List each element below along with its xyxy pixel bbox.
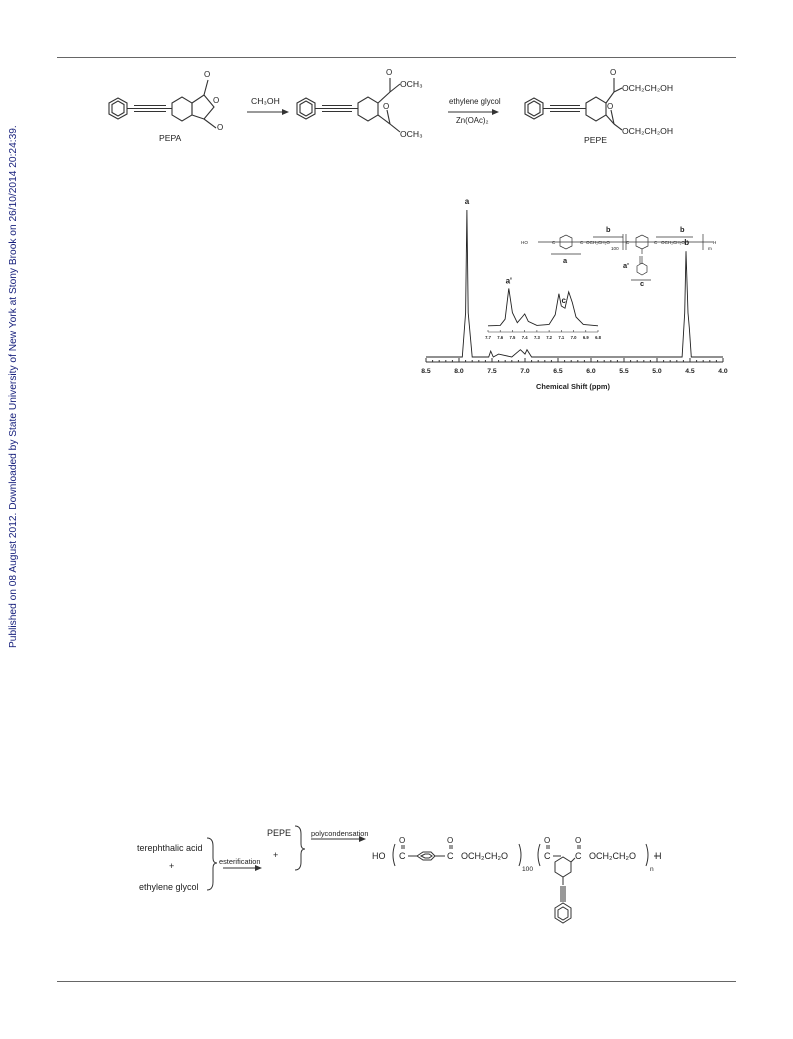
glycol-link-2: OCH₂CH₂O xyxy=(589,851,636,861)
brace-2 xyxy=(295,826,305,870)
phenyl-ring-1 xyxy=(109,98,127,119)
pepe-label: PEPE xyxy=(584,135,607,145)
x-tick-label: 6.5 xyxy=(553,368,563,375)
peak-label: a xyxy=(464,197,470,206)
inset-x-tick-label: 6.8 xyxy=(595,335,601,340)
structure-label: OCH₂CH₂O xyxy=(661,240,685,245)
inset-peak-label: a' xyxy=(505,276,512,286)
step-esterification: esterification xyxy=(219,857,261,866)
reagent-zinc-acetate: Zn(OAc)₂ xyxy=(456,116,489,125)
ester-bottom: OCH₃ xyxy=(400,129,423,139)
plus-sign-2: + xyxy=(273,850,279,860)
structure-label: H xyxy=(713,240,717,245)
atom-o: O xyxy=(575,836,582,845)
inset-spectrum-trace xyxy=(488,288,598,325)
plus-sign-1: + xyxy=(169,861,175,871)
atom-c: C xyxy=(544,851,551,861)
reagent-ethylene-glycol: ethylene glycol xyxy=(449,97,501,106)
terephthalate-ring-inner xyxy=(421,854,432,858)
bracket-right-1 xyxy=(519,844,521,866)
anhydride-ring xyxy=(172,80,216,128)
ester-top: OCH₃ xyxy=(400,79,423,89)
atom-o: O xyxy=(204,70,211,79)
top-rule xyxy=(57,57,736,58)
scheme-pepa-to-pepe xyxy=(100,62,740,167)
inset-x-tick-label: 7.2 xyxy=(546,335,553,340)
x-tick-label: 6.0 xyxy=(586,368,596,375)
structure-label: C xyxy=(626,240,630,245)
structure-label: a xyxy=(563,256,568,265)
inset-x-tick-label: 7.3 xyxy=(533,335,540,340)
inset-x-tick-label: 7.7 xyxy=(485,335,491,340)
atom-c: C xyxy=(447,851,454,861)
x-tick-label: 5.0 xyxy=(652,368,662,375)
inset-x-tick-label: 7.4 xyxy=(521,335,528,340)
atom-o: O xyxy=(610,68,617,77)
inset-x-tick-label: 7.1 xyxy=(558,335,565,340)
glycol-link-1: OCH₂CH₂O xyxy=(461,851,508,861)
atom-c: C xyxy=(575,851,582,861)
pepa-label: PEPA xyxy=(159,133,182,143)
reactant-ethylene-glycol: ethylene glycol xyxy=(139,882,199,892)
pepe-reactant: PEPE xyxy=(267,828,292,838)
inset-peak-label: c xyxy=(561,296,567,306)
x-axis-label: Chemical Shift (ppm) xyxy=(536,382,610,391)
atom-o: O xyxy=(217,123,224,132)
atom-o: O xyxy=(399,836,406,845)
benzene-ring-pepe xyxy=(586,97,606,121)
structure-label: 100 xyxy=(611,246,619,251)
x-tick-label: 8.0 xyxy=(454,368,464,375)
phenyl-ring-2 xyxy=(297,98,315,119)
structure-label: C xyxy=(552,240,556,245)
reagent-ch3oh: CH₃OH xyxy=(251,96,280,106)
x-tick-label: 8.5 xyxy=(421,368,431,375)
structure-label: C xyxy=(654,240,658,245)
end-group-h: H xyxy=(655,851,662,861)
inset-x-tick-label: 7.5 xyxy=(509,335,516,340)
atom-o: O xyxy=(213,96,220,105)
repeat-count-100: 100 xyxy=(522,866,534,873)
structure-label: OCH₂CH₂O xyxy=(586,240,610,245)
end-group-ho: HO xyxy=(372,851,386,861)
atom-o: O xyxy=(607,102,614,111)
repeat-count-n: n xyxy=(650,866,654,873)
bracket-right-2 xyxy=(646,844,648,866)
atom-c: C xyxy=(399,851,406,861)
nmr-figure xyxy=(418,192,736,401)
inset-x-tick-label: 6.9 xyxy=(582,335,589,340)
structure-label: c xyxy=(640,279,645,288)
reactant-terephthalic-acid: terephthalic acid xyxy=(137,843,203,853)
bracket-left-1 xyxy=(393,844,395,866)
x-tick-label: 4.5 xyxy=(685,368,695,375)
inset-x-tick-label: 7.6 xyxy=(497,335,504,340)
scheme-polycondensation xyxy=(133,822,693,945)
x-tick-label: 5.5 xyxy=(619,368,629,375)
atom-o: O xyxy=(383,102,390,111)
pepe-top-chain: OCH₂CH₂OH xyxy=(622,83,674,93)
x-tick-label: 7.0 xyxy=(520,368,530,375)
step-polycondensation: polycondensation xyxy=(311,829,369,838)
pepe-bottom-chain: OCH₂CH₂OH xyxy=(622,126,674,136)
atom-o: O xyxy=(386,68,393,77)
peak-label: b xyxy=(684,238,690,248)
structure-label: m xyxy=(708,246,712,251)
atom-o: O xyxy=(447,836,454,845)
phenyl-ring-3 xyxy=(525,98,543,119)
x-tick-label: 7.5 xyxy=(487,368,497,375)
x-tick-label: 4.0 xyxy=(718,368,728,375)
brace-1 xyxy=(207,838,217,890)
structure-label: C xyxy=(580,240,584,245)
structure-label: HO xyxy=(521,240,528,245)
side-note-text: Published on 08 August 2012. Downloaded by State University of New York at Stony Brook on 26/10/2014 20:24:39. xyxy=(8,125,19,648)
structure-label: b xyxy=(680,225,685,234)
side-note xyxy=(0,0,22,1039)
structure-label: a' xyxy=(623,261,629,270)
benzene-ring-ester xyxy=(358,97,378,121)
phenylethynyl-ring xyxy=(555,857,571,877)
inset-x-tick-label: 7.0 xyxy=(570,335,577,340)
atom-o: O xyxy=(544,836,551,845)
structure-label: b xyxy=(606,225,611,234)
bottom-rule xyxy=(57,981,736,982)
bracket-left-2 xyxy=(538,844,540,866)
